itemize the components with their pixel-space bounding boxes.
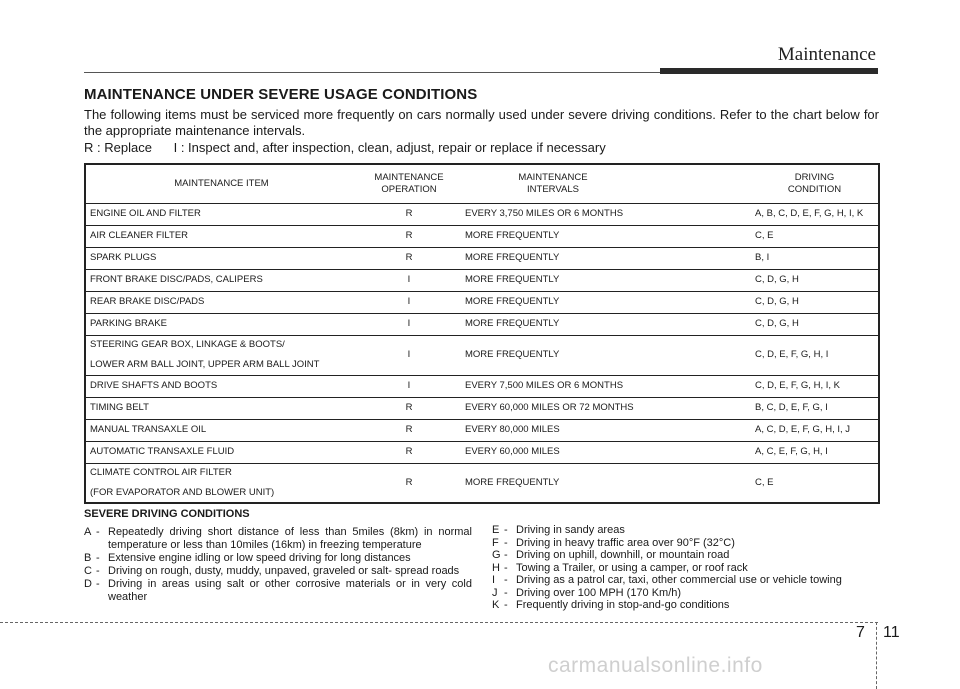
- condition-cell: B, I: [751, 247, 879, 269]
- condition-separator: -: [96, 552, 100, 564]
- header-rule-thin: [84, 72, 660, 73]
- condition-key: E: [492, 524, 500, 536]
- condition-key: K: [492, 599, 500, 611]
- operation-cell: R: [357, 225, 461, 247]
- item-cell: ENGINE OIL AND FILTER: [85, 203, 357, 225]
- table-header-row: [85, 164, 879, 203]
- table-row: [85, 269, 879, 291]
- condition-entry: [492, 549, 892, 562]
- condition-key: D: [84, 578, 92, 590]
- item-cell: PARKING BRAKE: [85, 313, 357, 335]
- condition-text: Driving on rough, dusty, muddy, unpaved, graveled or salt- spread roads: [108, 565, 460, 577]
- condition-text: Driving on uphill, downhill, or mountain road: [516, 549, 730, 561]
- condition-separator: -: [96, 526, 100, 538]
- condition-key: A: [84, 526, 92, 538]
- conditions-list-right: [492, 524, 892, 612]
- watermark: carmanualsonline.info: [548, 654, 763, 677]
- item-cell: AUTOMATIC TRANSAXLE FLUID: [85, 441, 357, 463]
- condition-key: F: [492, 536, 499, 549]
- condition-entry: [492, 562, 892, 575]
- operation-cell: R: [357, 441, 461, 463]
- table-row: [85, 441, 879, 463]
- operation-cell: R: [357, 397, 461, 419]
- operation-cell: R: [357, 419, 461, 441]
- header-maintenance-item: MAINTENANCE ITEM: [85, 164, 357, 203]
- operation-cell: I: [357, 335, 461, 375]
- section-title: MAINTENANCE UNDER SEVERE USAGE CONDITIONS: [84, 86, 478, 103]
- table-row: [85, 203, 879, 225]
- page-number: 11: [883, 624, 900, 641]
- condition-separator: -: [504, 549, 508, 561]
- condition-cell: B, C, D, E, F, G, I: [751, 397, 879, 419]
- interval-cell: MORE FREQUENTLY: [461, 225, 751, 247]
- table-row: [85, 419, 879, 441]
- condition-separator: -: [504, 574, 508, 586]
- condition-text: Frequently driving in stop-and-go conditions: [516, 599, 730, 611]
- intro-paragraph: The following items must be serviced more frequently on cars normally used under severe driving conditions. Refer to the chart below for the appropriate maintenance intervals.: [84, 107, 879, 138]
- interval-cell: EVERY 7,500 MILES OR 6 MONTHS: [461, 375, 751, 397]
- operation-cell: R: [357, 203, 461, 225]
- condition-entry: [492, 599, 892, 612]
- condition-key: I: [492, 574, 496, 586]
- condition-cell: C, D, G, H: [751, 291, 879, 313]
- operation-cell: I: [357, 291, 461, 313]
- item-cell: AIR CLEANER FILTER: [85, 225, 357, 247]
- condition-text: Towing a Trailer, or using a camper, or roof rack: [516, 561, 748, 574]
- condition-cell: A, C, D, E, F, G, H, I, J: [751, 419, 879, 441]
- condition-entry: [492, 587, 892, 600]
- condition-text: Repeatedly driving short distance of less than 5miles (8km) in normal temperature or less than 10miles (16km) in freezing temperature: [108, 526, 472, 551]
- header-maintenance-intervals: MAINTENANCE INTERVALS: [461, 164, 751, 203]
- condition-text: Driving as a patrol car, taxi, other commercial use or vehicle towing: [516, 574, 842, 586]
- item-cell: SPARK PLUGS: [85, 247, 357, 269]
- operation-cell: I: [357, 269, 461, 291]
- condition-cell: A, C, E, F, G, H, I: [751, 441, 879, 463]
- header-driving-condition: DRIVING CONDITION: [751, 164, 879, 203]
- header-title: Maintenance: [777, 44, 876, 65]
- condition-entry: [84, 578, 472, 604]
- table-row: [85, 247, 879, 269]
- condition-cell: C, E: [751, 225, 879, 247]
- operation-cell: I: [357, 313, 461, 335]
- condition-key: H: [492, 561, 500, 574]
- condition-text: Extensive engine idling or low speed driving for long distances: [108, 552, 411, 564]
- operation-cell: I: [357, 375, 461, 397]
- condition-cell: A, B, C, D, E, F, G, H, I, K: [751, 203, 879, 225]
- item-cell: FRONT BRAKE DISC/PADS, CALIPERS: [85, 269, 357, 291]
- table-row: [85, 225, 879, 247]
- conditions-title: SEVERE DRIVING CONDITIONS: [84, 508, 250, 520]
- interval-cell: MORE FREQUENTLY: [461, 247, 751, 269]
- condition-key: G: [492, 549, 501, 561]
- table-row: [85, 375, 879, 397]
- condition-key: C: [84, 565, 92, 577]
- interval-cell: MORE FREQUENTLY: [461, 313, 751, 335]
- condition-separator: -: [504, 586, 508, 599]
- condition-cell: C, D, G, H: [751, 269, 879, 291]
- condition-separator: -: [504, 599, 508, 611]
- condition-text: Driving in areas using salt or other corrosive materials or in very cold weather: [108, 578, 472, 603]
- table-row: [85, 335, 879, 375]
- condition-cell: C, E: [755, 476, 774, 488]
- header-maintenance-operation: MAINTENANCE OPERATION: [357, 164, 461, 203]
- condition-text: Driving over 100 MPH (170 Km/h): [516, 586, 682, 599]
- condition-separator: -: [504, 536, 508, 549]
- condition-text: Driving in heavy traffic area over 90°F (32°C): [516, 536, 735, 549]
- table-row: [85, 313, 879, 335]
- item-cell: DRIVE SHAFTS AND BOOTS: [85, 375, 357, 397]
- condition-separator: -: [96, 565, 100, 577]
- interval-cell: EVERY 60,000 MILES: [461, 441, 751, 463]
- item-cell: REAR BRAKE DISC/PADS: [85, 291, 357, 313]
- condition-entry: [84, 526, 472, 552]
- interval-cell: MORE FREQUENTLY: [465, 476, 560, 488]
- condition-separator: -: [504, 524, 508, 536]
- legend-line: R : Replace I : Inspect and, after inspection, clean, adjust, repair or replace if necessary: [84, 140, 606, 155]
- item-cell: TIMING BELT: [85, 397, 357, 419]
- page-separator: [876, 622, 877, 689]
- operation-cell: R: [357, 247, 461, 269]
- item-cell: STEERING GEAR BOX, LINKAGE & BOOTS/ LOWER ARM BALL JOINT, UPPER ARM BALL JOINT: [85, 335, 357, 375]
- footer-rule: [0, 622, 878, 623]
- interval-cell: EVERY 3,750 MILES OR 6 MONTHS: [461, 203, 751, 225]
- table-row: [85, 291, 879, 313]
- condition-entry: [84, 565, 472, 578]
- condition-key: J: [492, 586, 498, 599]
- condition-separator: -: [96, 578, 100, 590]
- header-rule-thick: [660, 68, 878, 74]
- chapter-number: 7: [856, 624, 865, 641]
- conditions-list-left: [84, 526, 472, 604]
- interval-cell: MORE FREQUENTLY: [461, 291, 751, 313]
- interval-cell: MORE FREQUENTLY: [461, 335, 751, 375]
- condition-cell: C, D, E, F, G, H, I: [751, 335, 879, 375]
- interval-cell: EVERY 80,000 MILES: [461, 419, 751, 441]
- condition-text: Driving in sandy areas: [516, 524, 625, 536]
- condition-entry: [84, 552, 472, 565]
- condition-key: B: [84, 552, 92, 564]
- condition-cell: C, D, G, H: [751, 313, 879, 335]
- item-cell: CLIMATE CONTROL AIR FILTER (FOR EVAPORATOR AND BLOWER UNIT): [90, 466, 275, 498]
- maintenance-table: [84, 163, 880, 504]
- condition-separator: -: [504, 561, 508, 574]
- condition-entry: [492, 574, 892, 587]
- condition-entry: [492, 524, 892, 537]
- condition-entry: [492, 537, 892, 550]
- interval-cell: EVERY 60,000 MILES OR 72 MONTHS: [461, 397, 751, 419]
- table-row: [85, 463, 879, 503]
- item-cell: MANUAL TRANSAXLE OIL: [85, 419, 357, 441]
- condition-cell: C, D, E, F, G, H, I, K: [751, 375, 879, 397]
- table-row: [85, 397, 879, 419]
- operation-cell: R: [405, 476, 413, 488]
- interval-cell: MORE FREQUENTLY: [461, 269, 751, 291]
